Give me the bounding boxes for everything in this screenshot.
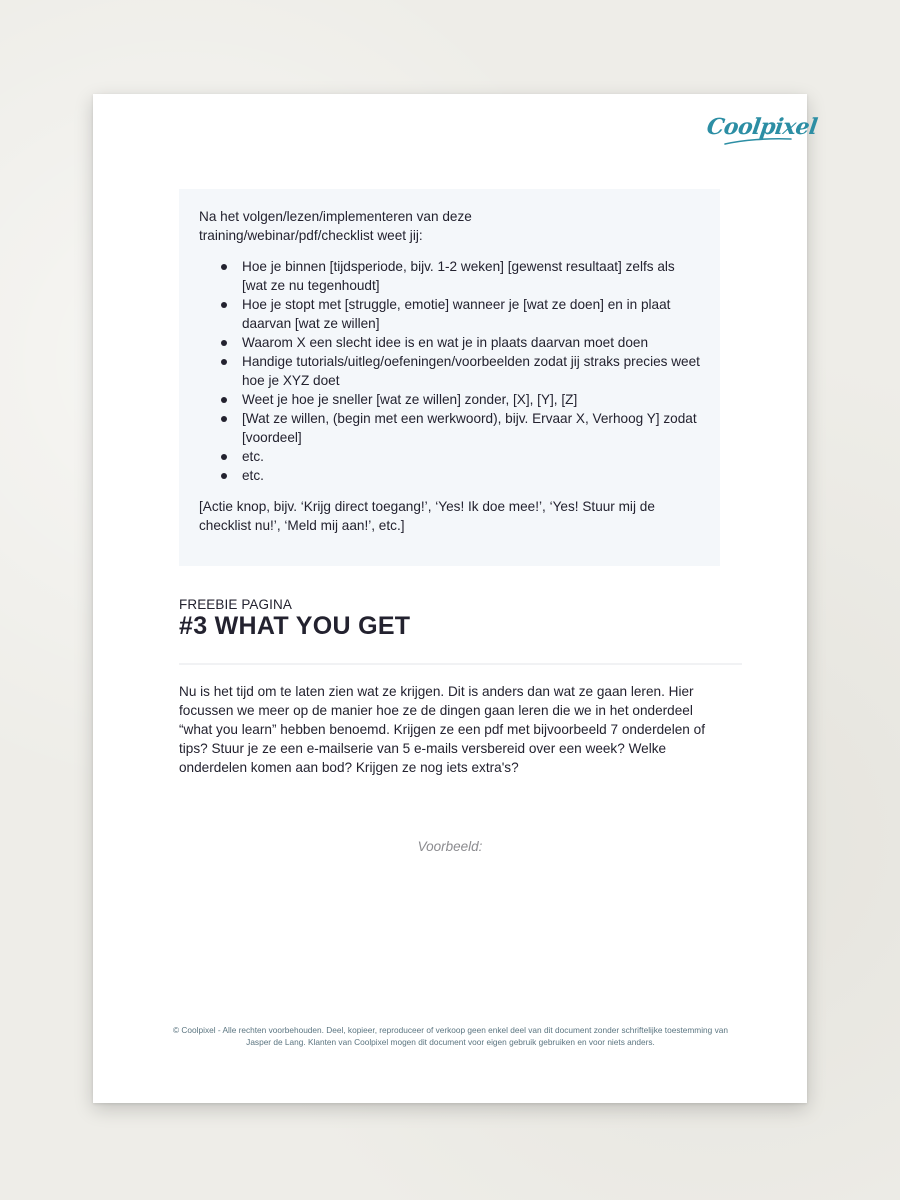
bullet-icon xyxy=(221,359,227,365)
learn-summary-box xyxy=(179,189,720,566)
list-item xyxy=(242,295,700,333)
box-intro-line-2: training/webinar/pdf/checklist weet jij: xyxy=(199,228,423,243)
list-item xyxy=(242,333,700,352)
section-title: #3 WHAT YOU GET xyxy=(179,612,411,640)
list-item xyxy=(242,409,700,447)
list-item-text: Waarom X een slecht idee is en wat je in plaats daarvan moet doen xyxy=(242,335,649,350)
box-intro xyxy=(199,207,700,245)
document-page xyxy=(93,94,819,1103)
list-item-text: Hoe je binnen [tijdsperiode, bijv. 1-2 weken] [gewenst resultaat] zelfs als [wat ze nu tegenhoudt] xyxy=(242,259,675,293)
list-item-text: [Wat ze willen, (begin met een werkwoord), bijv. Ervaar X, Verhoog Y] zodat [voordeel] xyxy=(242,411,697,445)
logo-text: Coolpixel xyxy=(705,114,819,140)
bullet-icon xyxy=(221,416,227,422)
copyright-footer: © Coolpixel - Alle rechten voorbehouden. Deel, kopieer, reproduceer of verkoop geen enkel deel van dit document zonder schriftelijke toestemming van Jasper de Lang. Klanten van Coolpixel mogen dit document voor eigen gebruik gebruiken en voor niets anders. xyxy=(173,1025,728,1047)
list-item xyxy=(242,352,700,390)
list-item-text: Handige tutorials/uitleg/oefeningen/voorbeelden zodat jij straks precies weet hoe je XYZ doet xyxy=(242,354,700,388)
section-label: FREEBIE PAGINA xyxy=(179,597,292,612)
body-paragraph: Nu is het tijd om te laten zien wat ze krijgen. Dit is anders dan wat ze gaan leren. Hier focussen we meer op de manier hoe ze de dingen gaan leren die we in het onderdeel “what you learn” hebben benoemd. Krijgen ze een pdf met bijvoorbeeld 7 onderdelen of tips? Stuur je ze een e-mailserie van 5 e-mails versbereid over een week? Welke onderdelen komen aan bod? Krijgen ze nog iets extra's? xyxy=(179,684,705,775)
coolpixel-logo xyxy=(705,110,819,146)
bullet-icon xyxy=(221,264,227,270)
box-intro-line-1: Na het volgen/lezen/implementeren van deze xyxy=(199,209,472,224)
logo-swash-icon xyxy=(723,136,793,146)
bullet-icon xyxy=(221,302,227,308)
list-item xyxy=(242,390,700,409)
list-item xyxy=(242,257,700,295)
example-label: Voorbeeld: xyxy=(417,839,483,854)
bullet-icon xyxy=(221,473,227,479)
bullet-icon xyxy=(221,340,227,346)
list-item-text: Hoe je stopt met [struggle, emotie] wanneer je [wat ze doen] en in plaat daarvan [wat ze willen] xyxy=(242,297,671,331)
list-item-text: etc. xyxy=(242,449,264,464)
benefit-list xyxy=(199,257,700,485)
bullet-icon xyxy=(221,454,227,460)
list-item xyxy=(242,447,700,466)
bullet-icon xyxy=(221,397,227,403)
list-item-text: etc. xyxy=(242,468,264,483)
cta-placeholder-text: [Actie knop, bijv. ‘Krijg direct toegang!’, ‘Yes! Ik doe mee!’, ‘Yes! Stuur mij de checklist nu!’, ‘Meld mij aan!’, etc.] xyxy=(199,499,655,533)
divider xyxy=(179,663,742,665)
list-item-text: Weet je hoe je sneller [wat ze willen] zonder, [X], [Y], [Z] xyxy=(242,392,578,407)
list-item xyxy=(242,466,700,485)
